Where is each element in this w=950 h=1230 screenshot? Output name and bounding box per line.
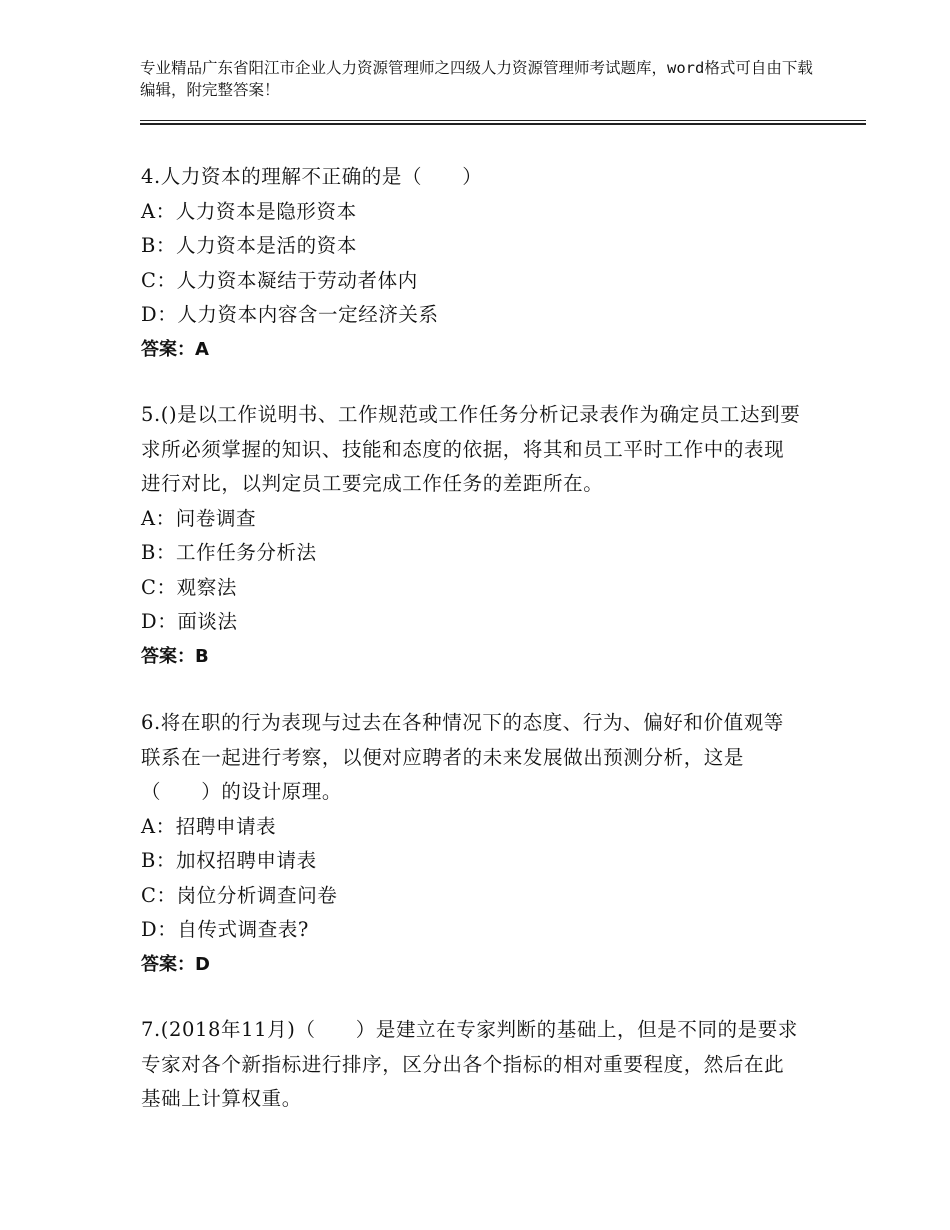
question-4 <box>141 160 801 367</box>
option-b: B：加权招聘申请表 <box>141 849 317 872</box>
option-c: C：岗位分析调查问卷 <box>141 883 338 907</box>
answer-line: 答案：B <box>141 645 209 667</box>
option-c: C：人力资本凝结于劳动者体内 <box>141 268 418 292</box>
option-d: D：自传式调查表? <box>141 918 309 941</box>
question-7 <box>141 1013 801 1117</box>
option-c: C：观察法 <box>141 575 237 599</box>
question-stem: 5.()是以工作说明书、工作规范或工作任务分析记录表作为确定员工达到要求所必须掌握的知识、技能和态度的依据，将其和员工平时工作中的表现进行对比，以判定员工要完成工作任务的差距所在。 <box>141 403 801 495</box>
question-stem: 6.将在职的行为表现与过去在各种情况下的态度、行为、偏好和价值观等联系在一起进行考察，以便对应聘者的未来发展做出预测分析，这是（ ）的设计原理。 <box>141 711 784 803</box>
option-b: B：工作任务分析法 <box>141 541 317 564</box>
question-stem: 7.(2018年11月)（ ）是建立在专家判断的基础上，但是不同的是要求专家对各个新指标进行排序，区分出各个指标的相对重要程度，然后在此基础上计算权重。 <box>141 1018 798 1110</box>
option-a: A：问卷调查 <box>141 506 257 530</box>
document-header: 专业精品广东省阳江市企业人力资源管理师之四级人力资源管理师考试题库，word格式可自由下载编辑，附完整答案！ <box>140 59 813 99</box>
header-rule-thick <box>140 123 866 125</box>
question-stem: 4.人力资本的理解不正确的是（ ） <box>141 165 483 188</box>
option-d: D：人力资本内容含一定经济关系 <box>141 303 439 326</box>
option-b: B：人力资本是活的资本 <box>141 234 357 257</box>
question-5 <box>141 398 801 674</box>
header-rule-thin <box>140 120 866 121</box>
question-6 <box>141 706 801 982</box>
option-a: A：招聘申请表 <box>141 814 277 838</box>
option-d: D：面谈法 <box>141 610 238 633</box>
answer-line: 答案：A <box>141 338 209 360</box>
option-a: A：人力资本是隐形资本 <box>141 199 357 223</box>
answer-line: 答案：D <box>141 953 210 975</box>
